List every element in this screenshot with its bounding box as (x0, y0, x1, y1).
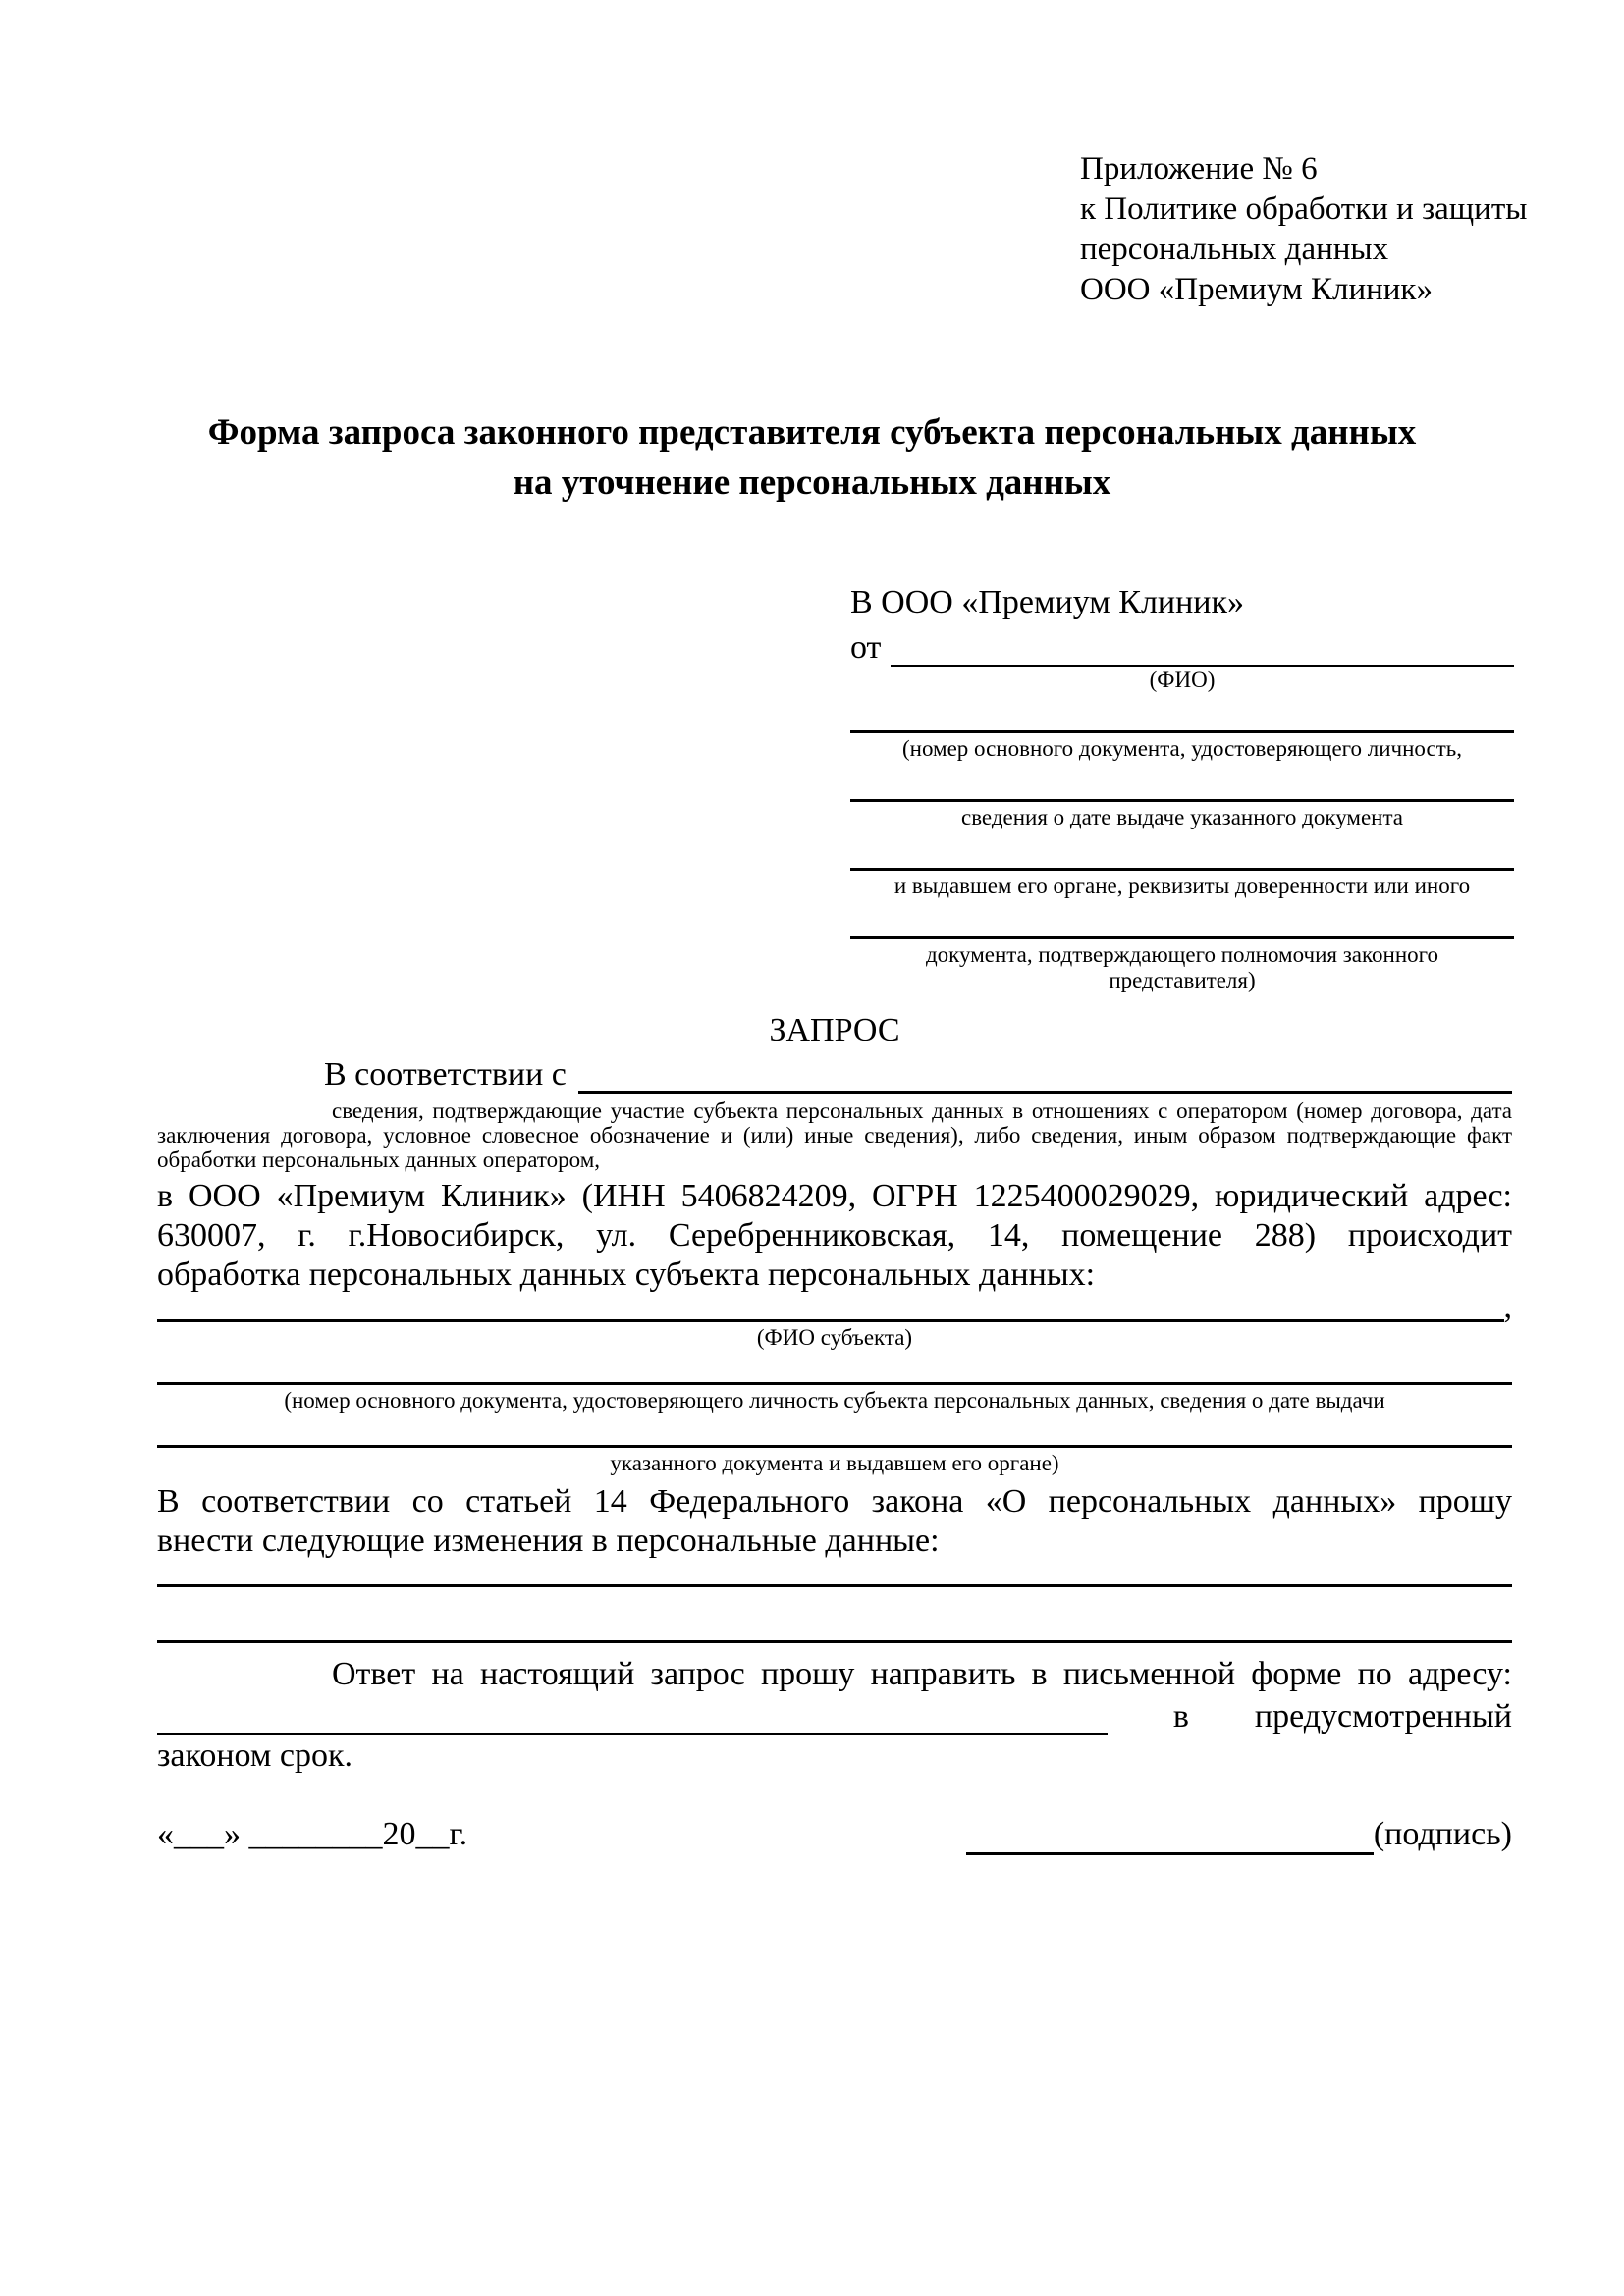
signature-field (966, 1814, 1512, 1855)
from-blank-line (891, 631, 1514, 667)
appendix-line: персональных данных (1080, 232, 1389, 267)
changes-blank-line (157, 1640, 1512, 1643)
operator-paragraph-line: 630007, г. г.Новосибирск, ул. Серебренниковская, 14, помещение 288) происходит (157, 1217, 1512, 1254)
blank-line (850, 730, 1514, 733)
reply-paragraph-line: Ответ на настоящий запрос прошу направить в письменной форме по адресу: (332, 1656, 1512, 1692)
subject-doc-blank-line (157, 1382, 1512, 1385)
reply-word: предусмотренный (1254, 1698, 1512, 1735)
blank-caption: и выдавшем его органе, реквизиты доверенности или иного (893, 874, 1471, 898)
date-blank: «___» ________20__г. (157, 1816, 468, 1852)
page-title-line2: на уточнение персональных данных (513, 462, 1111, 503)
intro-blank-line (578, 1057, 1512, 1094)
blank-field (850, 868, 1514, 899)
reply-word: в (1172, 1698, 1189, 1735)
operator-paragraph-line: в ООО «Премиум Клиник» (ИНН 5406824209, ОГРН 1225400029029, юридический адрес: (157, 1178, 1512, 1214)
subject-fio-row (157, 1289, 1512, 1325)
operator-paragraph-line: обработка персональных данных субъекта персональных данных: (157, 1256, 1096, 1293)
blank-field (850, 730, 1514, 762)
signature-caption: (подпись) (1373, 1816, 1512, 1852)
note-line: обработки персональных данных оператором, (157, 1148, 600, 1172)
note-line: заключения договора, условное словесное обозначение и (или) иные сведения), либо сведения, иным образом подтверждающие факт (157, 1123, 1512, 1148)
subject-doc-blank-line (157, 1445, 1512, 1448)
from-label: от (850, 629, 882, 666)
blank-field (850, 936, 1514, 993)
blank-caption: (номер основного документа, удостоверяющего личность, (901, 736, 1462, 761)
signature-blank-line (966, 1819, 1374, 1855)
request-body (157, 1011, 1512, 1855)
reply-address-row (157, 1694, 1512, 1735)
blank-line (850, 868, 1514, 871)
page-title (0, 407, 1624, 507)
law-paragraph-line: внести следующие изменения в персональные данные: (157, 1522, 940, 1559)
signature-row (157, 1810, 1512, 1855)
appendix-header (1080, 149, 1532, 310)
subject-fio-comma: , (1503, 1289, 1512, 1325)
reply-address-blank-line (157, 1699, 1108, 1735)
subject-fio-blank-line (157, 1286, 1504, 1322)
note-line: сведения, подтверждающие участие субъекта персональных данных в отношениях с оператором (номер договора, дата (332, 1098, 1512, 1123)
intro-row (157, 1052, 1512, 1094)
page-title-line1: Форма запроса законного представителя субъекта персональных данных (207, 412, 1417, 453)
appendix-line: к Политике обработки и защиты (1080, 191, 1528, 227)
fio-caption: (ФИО) (1149, 667, 1216, 692)
intro-label: В соответствии с (324, 1056, 567, 1093)
appendix-line: ООО «Премиум Клиник» (1080, 272, 1433, 307)
blank-caption: документа, подтверждающего полномочия законного представителя) (925, 942, 1438, 992)
blank-line (850, 936, 1514, 939)
addressee-block (850, 581, 1514, 993)
law-paragraph-line: В соответствии со статьей 14 Федерального закона «О персональных данных» прошу (157, 1483, 1512, 1520)
request-heading: ЗАПРОС (769, 1012, 900, 1048)
blank-field (850, 799, 1514, 830)
changes-blank-line (157, 1584, 1512, 1587)
blank-line (850, 799, 1514, 802)
from-row (850, 624, 1514, 667)
blank-caption: сведения о дате выдаче указанного документа (960, 805, 1404, 829)
addressee-to: В ООО «Премиум Клиник» (850, 584, 1245, 620)
subject-doc-caption: (номер основного документа, удостоверяющего личность субъекта персональных данных, сведения о дате выдачи (284, 1388, 1385, 1413)
subject-fio-caption: (ФИО субъекта) (756, 1325, 913, 1350)
reply-paragraph-line: законом срок. (157, 1737, 352, 1774)
subject-doc-caption: указанного документа и выдавшем его органе) (610, 1451, 1059, 1475)
appendix-line: Приложение № 6 (1080, 151, 1318, 187)
